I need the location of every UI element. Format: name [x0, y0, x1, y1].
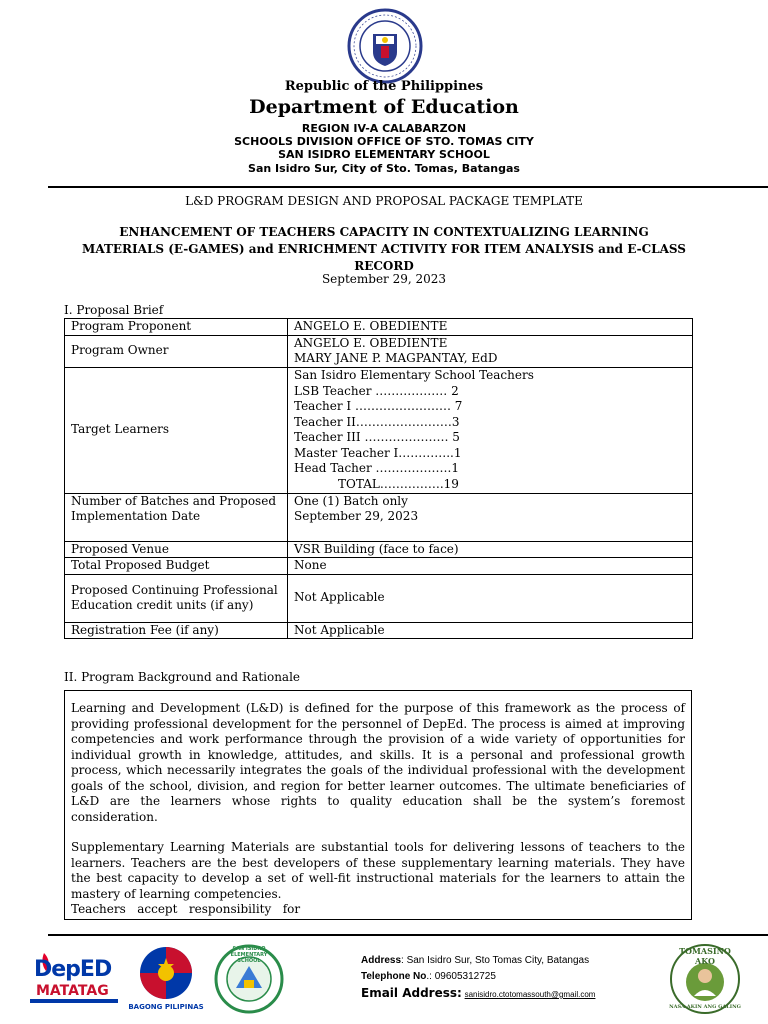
label-cell: Proposed Venue	[65, 541, 288, 558]
value-cell: None	[288, 558, 693, 575]
address-value: : San Isidro Sur, Sto Tomas City, Batangas	[401, 955, 590, 966]
footer-address	[361, 953, 595, 969]
value-cell: VSR Building (face to face)	[288, 541, 693, 558]
proposal-brief-table	[64, 318, 693, 639]
region-line: REGION IV-A CALABARZON	[301, 122, 467, 135]
value-cell: Not Applicable	[288, 622, 693, 639]
document-date: September 29, 2023	[321, 272, 447, 286]
bagong-pilipinas-logo	[120, 944, 212, 1014]
bagong-pilipinas-caption: BAGONG PILIPINAS	[128, 1003, 204, 1011]
table-row	[65, 493, 693, 541]
email-label: Email Address:	[361, 986, 462, 1000]
section-heading-proposal-brief: I. Proposal Brief	[64, 303, 164, 317]
learner-total: TOTAL…………….19	[338, 476, 459, 491]
value-cell	[288, 335, 693, 367]
school-seal-text: SAN ISIDRO ELEMENTARY SCHOOL	[230, 946, 268, 964]
email-link[interactable]: sanisidro.ctotomassouth@gmail.com	[464, 990, 596, 999]
template-title: L&D PROGRAM DESIGN AND PROPOSAL PACKAGE TEMPLATE	[185, 194, 583, 208]
learner-line: Teacher II……………………3	[294, 414, 460, 429]
value-cell: Not Applicable	[288, 574, 693, 622]
label-cell: Proposed Continuing Professional Education credit units (if any)	[65, 574, 288, 622]
label-cell: Registration Fee (if any)	[65, 622, 288, 639]
tomasino-ako-logo	[668, 942, 742, 1016]
value-cell	[288, 367, 693, 493]
rationale-paragraph-2: Supplementary Learning Materials are substantial tools for delivering lessons of teachers to the learners. Teachers are the best developers of these supplementary learning materials. They have the best capacity to develop a set of well-fit instructional materials for the learners to attain the mastery of learning competencies.	[71, 840, 685, 901]
label-cell: Total Proposed Budget	[65, 558, 288, 575]
department-title: Department of Education	[249, 96, 519, 118]
school-line: SAN ISIDRO ELEMENTARY SCHOOL	[278, 148, 490, 161]
footer-email	[361, 985, 595, 1003]
deped-logo-text: DepED	[34, 957, 112, 982]
deped-matatag-logo	[30, 947, 118, 1013]
school-seal-logo	[214, 944, 284, 1014]
table-row	[65, 319, 693, 336]
value-cell: ANGELO E. OBEDIENTE	[288, 319, 693, 336]
phone-value: .: 09605312725	[426, 971, 496, 982]
address-label: Address	[361, 955, 402, 966]
learner-line: San Isidro Elementary School Teachers	[294, 368, 534, 382]
tomasino-bottom-text: NASA AKIN ANG GALING	[669, 1004, 741, 1010]
deped-seal-logo	[347, 8, 423, 84]
document-title: ENHANCEMENT OF TEACHERS CAPACITY IN CONTEXTUALIZING LEARNING MATERIALS (E-GAMES) and ENRICHMENT ACTIVITY FOR ITEM ANALYSIS and E-CLASS RECORD	[82, 225, 686, 273]
table-row	[65, 558, 693, 575]
label-cell: Program Owner	[65, 335, 288, 367]
learner-line: Master Teacher I…………..1	[294, 445, 462, 460]
owner-1: ANGELO E. OBEDIENTE	[294, 335, 448, 350]
rationale-box	[64, 690, 692, 920]
value-cell	[288, 493, 693, 541]
learner-line: Teacher I …………………… 7	[294, 399, 463, 413]
footer-divider	[48, 934, 768, 936]
learner-line: Teacher III ………………… 5	[294, 430, 460, 444]
phone-label: Telephone No	[361, 971, 427, 982]
learner-line: LSB Teacher ……………… 2	[294, 383, 459, 398]
table-row	[65, 335, 693, 367]
table-row	[65, 622, 693, 639]
label-cell: Target Learners	[65, 367, 288, 493]
footer-contact	[361, 953, 595, 1003]
footer-phone	[361, 969, 595, 985]
bagong-pilipinas-emblem-icon	[120, 944, 212, 1002]
rationale-paragraph-1: Learning and Development (L&D) is defined for the purpose of this framework as the process of providing professional development for the personnel of DepEd. The process is aimed at improving competencies and work performance through the provision of a wide variety of opportunities for individual growth in knowledge, attitudes, and skills. It is a personal and professional growth process, which necessarily integrates the goals of the individual professional with the development goals of the school, division, and region for better learner outcomes. The ultimate beneficiaries of L&D are the learners whose rights to quality education shall be the system’s foremost consideration.	[71, 701, 685, 824]
learner-line: Head Tacher ……………….1	[294, 461, 459, 475]
matatag-logo-text: MATATAG	[36, 983, 109, 999]
division-line: SCHOOLS DIVISION OFFICE OF STO. TOMAS CITY	[234, 135, 534, 148]
table-row	[65, 574, 693, 622]
republic-line: Republic of the Philippines	[284, 79, 484, 94]
table-row	[65, 541, 693, 558]
label-cell: Number of Batches and Proposed Implementation Date	[65, 493, 288, 541]
owner-2: MARY JANE P. MAGPANTAY, EdD	[294, 351, 498, 365]
rationale-paragraph-3: Teachers accept responsibility for	[71, 902, 301, 916]
batch-date: September 29, 2023	[294, 509, 419, 523]
school-address-line: San Isidro Sur, City of Sto. Tomas, Batangas	[248, 162, 520, 175]
table-row	[65, 367, 693, 493]
tomasino-top-text: TOMASINO AKO	[679, 946, 731, 966]
header-divider	[48, 186, 768, 188]
label-cell: Program Proponent	[65, 319, 288, 336]
section-heading-rationale: II. Program Background and Rationale	[64, 670, 301, 684]
batch-count: One (1) Batch only	[294, 493, 408, 508]
